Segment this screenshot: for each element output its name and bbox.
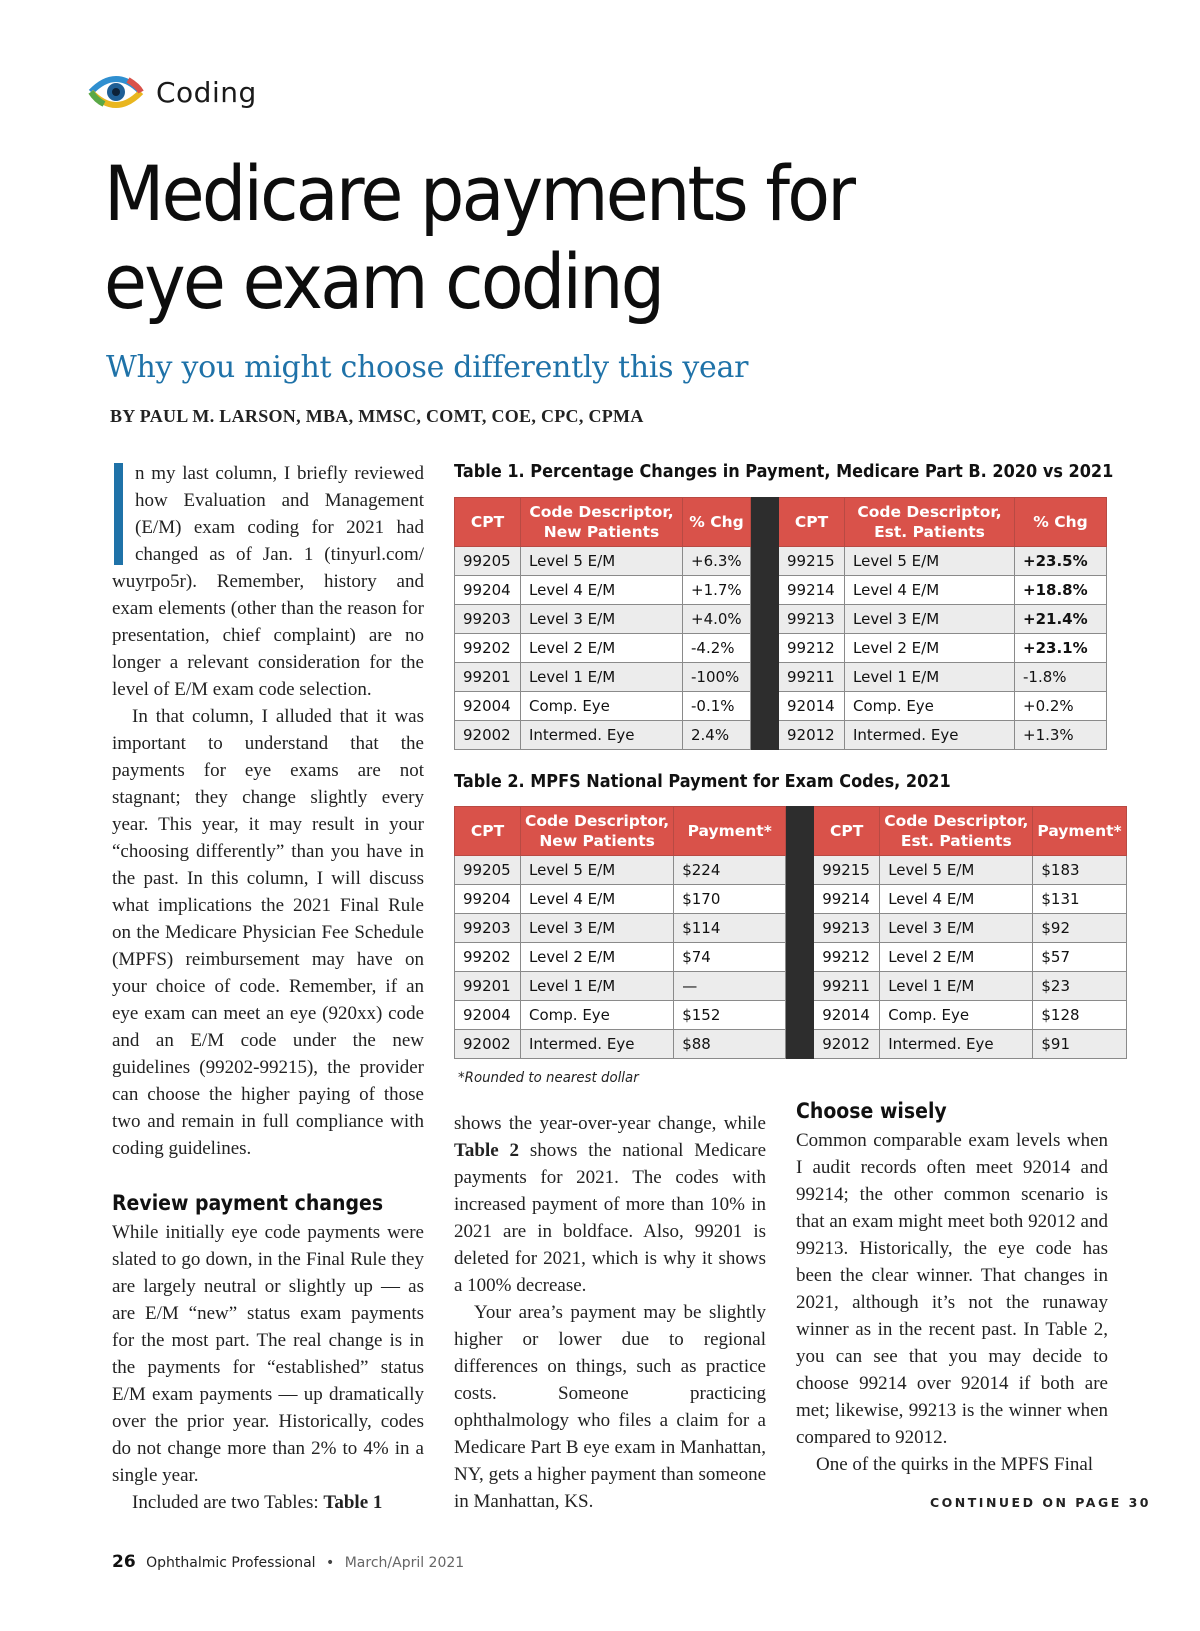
- table2-footnote: *Rounded to nearest dollar: [458, 1070, 639, 1086]
- title-line-2: eye exam coding: [104, 237, 663, 326]
- table-row: 99204 Level 4 E/M $170 99214 Level 4 E/M $131: [455, 885, 1127, 914]
- table1-header-desc-est: Code Descriptor, Est. Patients: [845, 498, 1015, 547]
- paragraph-4: [112, 1489, 424, 1516]
- table2-header-cpt: CPT: [455, 807, 521, 856]
- table1-header-chg-est: % Chg: [1015, 498, 1107, 547]
- table-row: 99202 Level 2 E/M -4.2% 99212 Level 2 E/M +23.1%: [455, 634, 1107, 663]
- table2-caption: Table 2. MPFS National Payment for Exam Codes, 2021: [454, 772, 951, 792]
- table-row: 92002 Intermed. Eye 2.4% 92012 Intermed. Eye +1.3%: [455, 721, 1107, 750]
- paragraph-1: n my last column, I briefly reviewed how Evaluation and Management (E/M) exam coding for 2021 had changed as of Jan. 1 (tinyurl.com/ wuyrpo5r). Remember, history and exam elements (other than the reason for presentation, chief complaint) are no longer a relevant consideration for the level of E/M exam code selection.: [112, 463, 424, 700]
- section-header: [88, 72, 257, 112]
- eye-logo-icon: [88, 72, 144, 112]
- footer-separator: •: [326, 1555, 335, 1571]
- paragraph-2: In that column, I alluded that it was important to understand that the payments for eye exams are not stagnant; they change slightly every year. This year, it may result in your “choosing differently” than you have in the past. In this column, I will discuss what implications the 2021 Final Rule on the Medicare Physician Fee Schedule (MPFS) reimbursement may have on your choice of code. Remember, if an eye exam can meet an eye (920xx) code and an E/M code under the new guidelines (99202-99215), the provider can choose the higher paying of those two and remain in full compliance with coding guidelines.: [112, 706, 424, 1159]
- table-row: 99202 Level 2 E/M $74 99212 Level 2 E/M $57: [455, 943, 1127, 972]
- table-row: 99201 Level 1 E/M — 99211 Level 1 E/M $23: [455, 972, 1127, 1001]
- left-column: [112, 460, 424, 1516]
- publication-name: Ophthalmic Professional: [146, 1555, 316, 1571]
- drop-cap-bar: [114, 463, 123, 565]
- table-row: 92004 Comp. Eye $152 92014 Comp. Eye $128: [455, 1001, 1127, 1030]
- table2-header-row: [455, 807, 1127, 856]
- paragraph-4-bold: Table 1: [323, 1492, 383, 1513]
- table1-header-cpt-est: CPT: [779, 498, 845, 547]
- table2-header-payment: Payment*: [674, 807, 786, 856]
- table-row: 99204 Level 4 E/M +1.7% 99214 Level 4 E/M +18.8%: [455, 576, 1107, 605]
- table1: [454, 497, 1107, 750]
- table-row: 99201 Level 1 E/M -100% 99211 Level 1 E/M -1.8%: [455, 663, 1107, 692]
- table-row: 92002 Intermed. Eye $88 92012 Intermed. Eye $91: [455, 1030, 1127, 1059]
- subhead-review-payment-changes: Review payment changes: [112, 1191, 384, 1215]
- table2-header-payment-est: Payment*: [1033, 807, 1126, 856]
- page-number: 26: [112, 1552, 136, 1572]
- table1-header-desc-new: Code Descriptor, New Patients: [521, 498, 683, 547]
- byline: BY PAUL M. LARSON, MBA, MMSC, COMT, COE, CPC, CPMA: [110, 406, 644, 426]
- table1-header-cpt: CPT: [455, 498, 521, 547]
- paragraph-8: One of the quirks in the MPFS Final: [816, 1454, 1094, 1475]
- paragraph-7: Common comparable exam levels when I audit records often meet 92014 and 99214; the other common scenario is that an exam might meet both 92012 and 99213. Historically, the eye code has been the clear winner. That changes in 2021, although it’s not the runaway winner as in the recent past. In Table 2, you can see that you may decide to choose 99214 over 92014 if both are met; likewise, 99213 is the winner when compared to 92012.: [796, 1130, 1108, 1448]
- table2-header-desc-new: Code Descriptor, New Patients: [521, 807, 674, 856]
- right-column: [796, 1097, 1108, 1478]
- subhead-choose-wisely: Choose wisely: [796, 1099, 947, 1123]
- title-line-1: Medicare payments for: [104, 149, 854, 238]
- paragraph-3: While initially eye code payments were slated to go down, in the Final Rule they are largely neutral or slightly up — as are E/M “new” status exam payments for the most part. The real change is in the payments for “established” status E/M exam payments — up dramatically over the prior year. Historically, codes do not change more than 2% to 4% in a single year.: [112, 1222, 424, 1486]
- paragraph-6: Your area’s payment may be slightly higher or lower due to regional differences on things, such as practice costs. Someone practicing ophthalmology who files a claim for a Medicare Part B eye exam in Manhattan, NY, gets a higher payment than someone in Manhattan, KS.: [454, 1302, 766, 1512]
- table2: [454, 806, 1127, 1059]
- table1-header-chg: % Chg: [683, 498, 751, 547]
- article-title: [104, 150, 932, 326]
- article-subtitle: Why you might choose differently this year: [106, 350, 749, 385]
- table-row: 92004 Comp. Eye -0.1% 92014 Comp. Eye +0.2%: [455, 692, 1107, 721]
- table1-divider: [751, 498, 779, 547]
- paragraph-4-text: Included are two Tables:: [132, 1492, 324, 1513]
- table-row: 99203 Level 3 E/M +4.0% 99213 Level 3 E/M +21.4%: [455, 605, 1107, 634]
- table1-header-row: [455, 498, 1107, 547]
- table-row: 99203 Level 3 E/M $114 99213 Level 3 E/M $92: [455, 914, 1127, 943]
- paragraph-5: shows the year-over-year change, while Table 2 shows the national Medicare payments for 2021. The codes with increased payment of more than 10% in 2021 are in boldface. Also, 99201 is deleted for 2021, which is why it shows a 100% decrease.: [454, 1113, 767, 1296]
- table2-header-desc-est: Code Descriptor, Est. Patients: [880, 807, 1033, 856]
- paragraph-5-bold: Table 2: [454, 1140, 520, 1161]
- middle-column: [454, 1110, 766, 1515]
- table-row: 99205 Level 5 E/M $224 99215 Level 5 E/M $183: [455, 856, 1127, 885]
- issue-date: March/April 2021: [344, 1555, 465, 1571]
- table1-caption: Table 1. Percentage Changes in Payment, Medicare Part B. 2020 vs 2021: [454, 462, 1114, 482]
- table2-header-cpt-est: CPT: [814, 807, 880, 856]
- table-row: 99205 Level 5 E/M +6.3% 99215 Level 5 E/M +23.5%: [455, 547, 1107, 576]
- section-label: Coding: [156, 75, 257, 109]
- continued-notice: CONTINUED ON PAGE 30: [930, 1495, 1151, 1510]
- table2-divider: [786, 807, 814, 856]
- page-footer: [112, 1552, 464, 1572]
